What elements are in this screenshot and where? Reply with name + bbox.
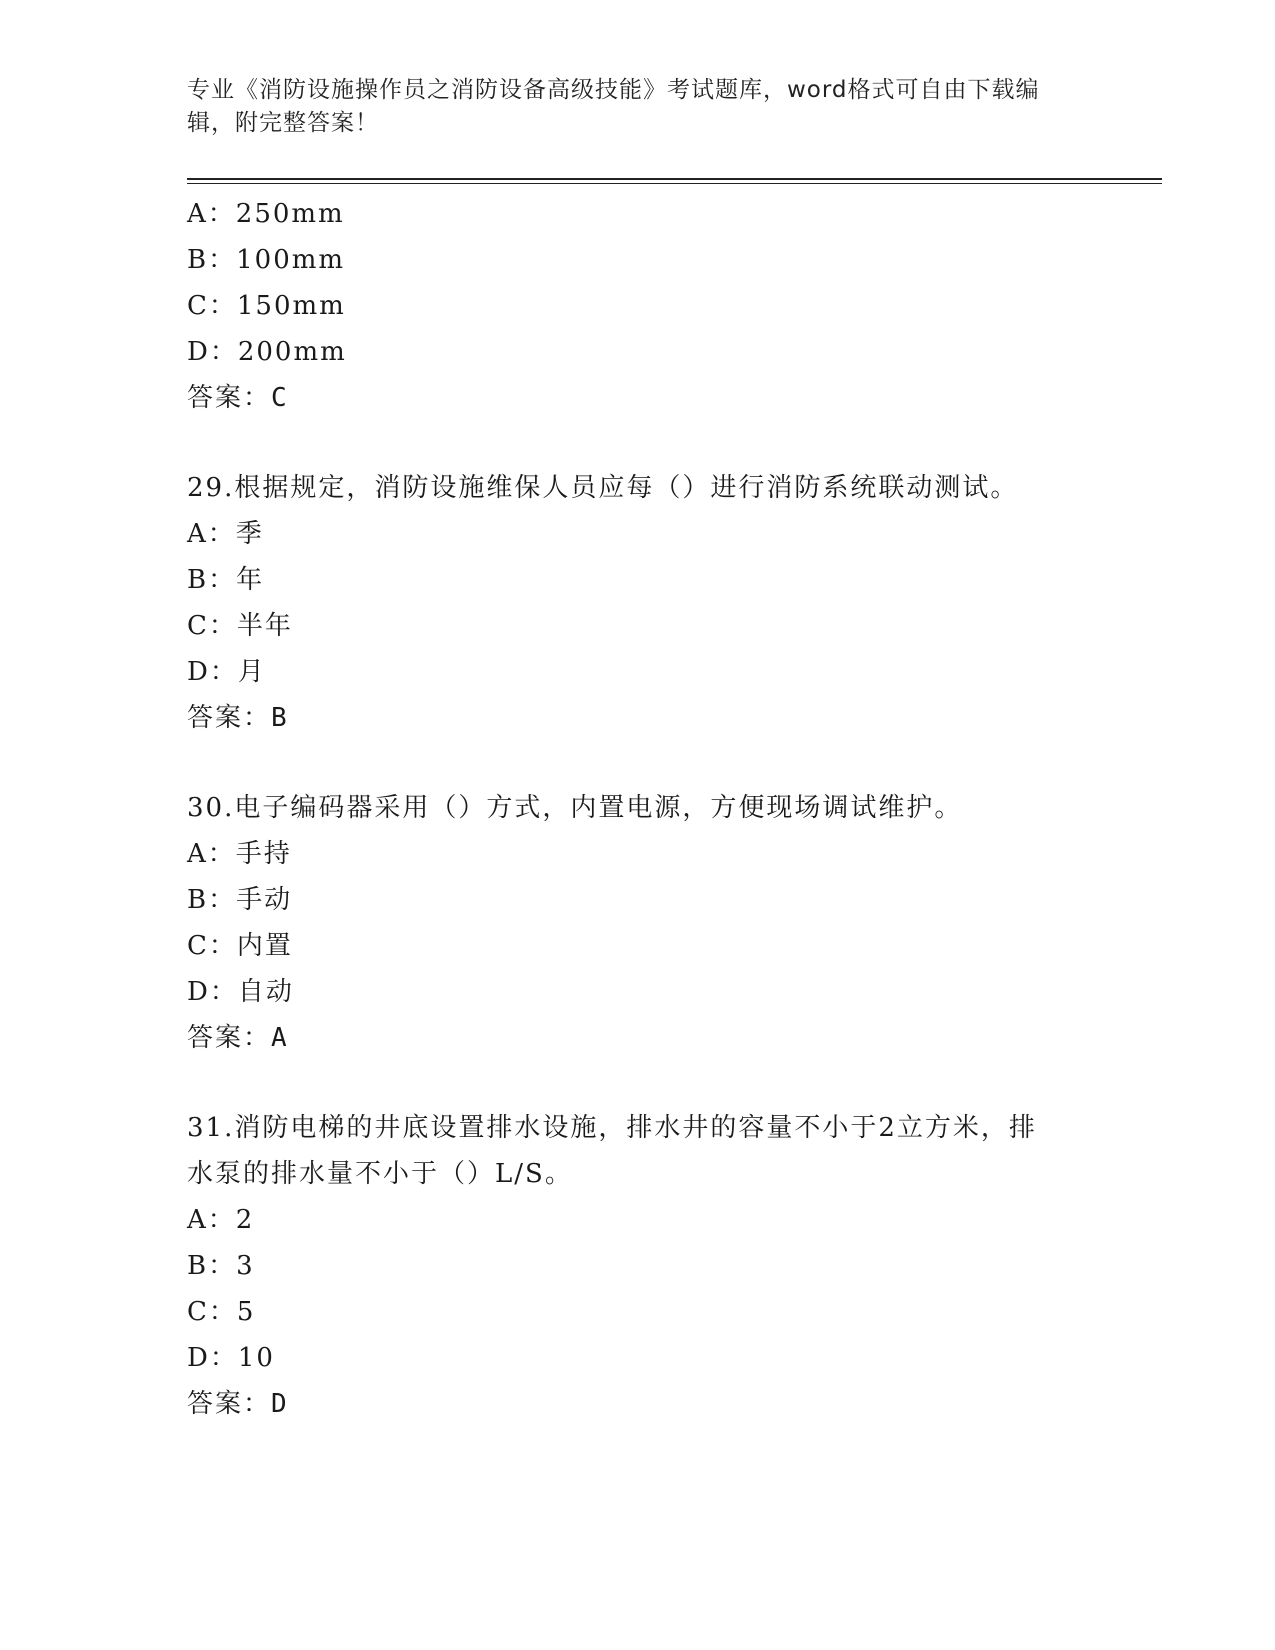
option-c: C：5	[187, 1297, 256, 1327]
question-text-line-2: 水泵的排水量不小于（）L/S。	[187, 1159, 573, 1189]
option-d: D：200mm	[187, 337, 347, 367]
question-text: 29.根据规定，消防设施维保人员应每（）进行消防系统联动测试。	[187, 473, 1019, 503]
option-b: B：手动	[187, 885, 293, 915]
question-text: 30.电子编码器采用（）方式，内置电源，方便现场调试维护。	[187, 793, 963, 823]
option-a: A：手持	[187, 839, 292, 869]
option-a: A：250mm	[187, 199, 345, 229]
option-a: A：季	[187, 519, 264, 549]
option-c: C：150mm	[187, 291, 346, 321]
option-c: C：内置	[187, 931, 293, 961]
answer-line: 答案：B	[187, 703, 289, 733]
option-b: B：3	[187, 1251, 255, 1281]
question-block-31	[187, 1105, 1087, 1427]
option-c: C：半年	[187, 611, 293, 641]
answer-line: 答案：D	[187, 1389, 289, 1419]
header-divider	[187, 178, 1162, 180]
question-block-30	[187, 785, 1087, 1061]
question-list	[187, 191, 1087, 1427]
option-d: D：月	[187, 657, 266, 687]
question-block-29	[187, 465, 1087, 741]
question-text-line-1: 31.消防电梯的井底设置排水设施，排水井的容量不小于2立方米，排	[187, 1113, 1037, 1143]
answer-line: 答案：A	[187, 1023, 289, 1053]
option-d: D：10	[187, 1343, 275, 1373]
option-b: B：100mm	[187, 245, 346, 275]
document-header	[187, 74, 1087, 140]
question-block-28	[187, 191, 1087, 421]
answer-line: 答案：C	[187, 383, 289, 413]
option-b: B：年	[187, 565, 265, 595]
header-line-1: 专业《消防设施操作员之消防设备高级技能》考试题库，word格式可自由下载编	[187, 77, 1040, 103]
header-divider-thin	[187, 183, 1162, 184]
option-d: D：自动	[187, 977, 294, 1007]
option-a: A：2	[187, 1205, 255, 1235]
header-line-2: 辑，附完整答案！	[187, 110, 379, 136]
